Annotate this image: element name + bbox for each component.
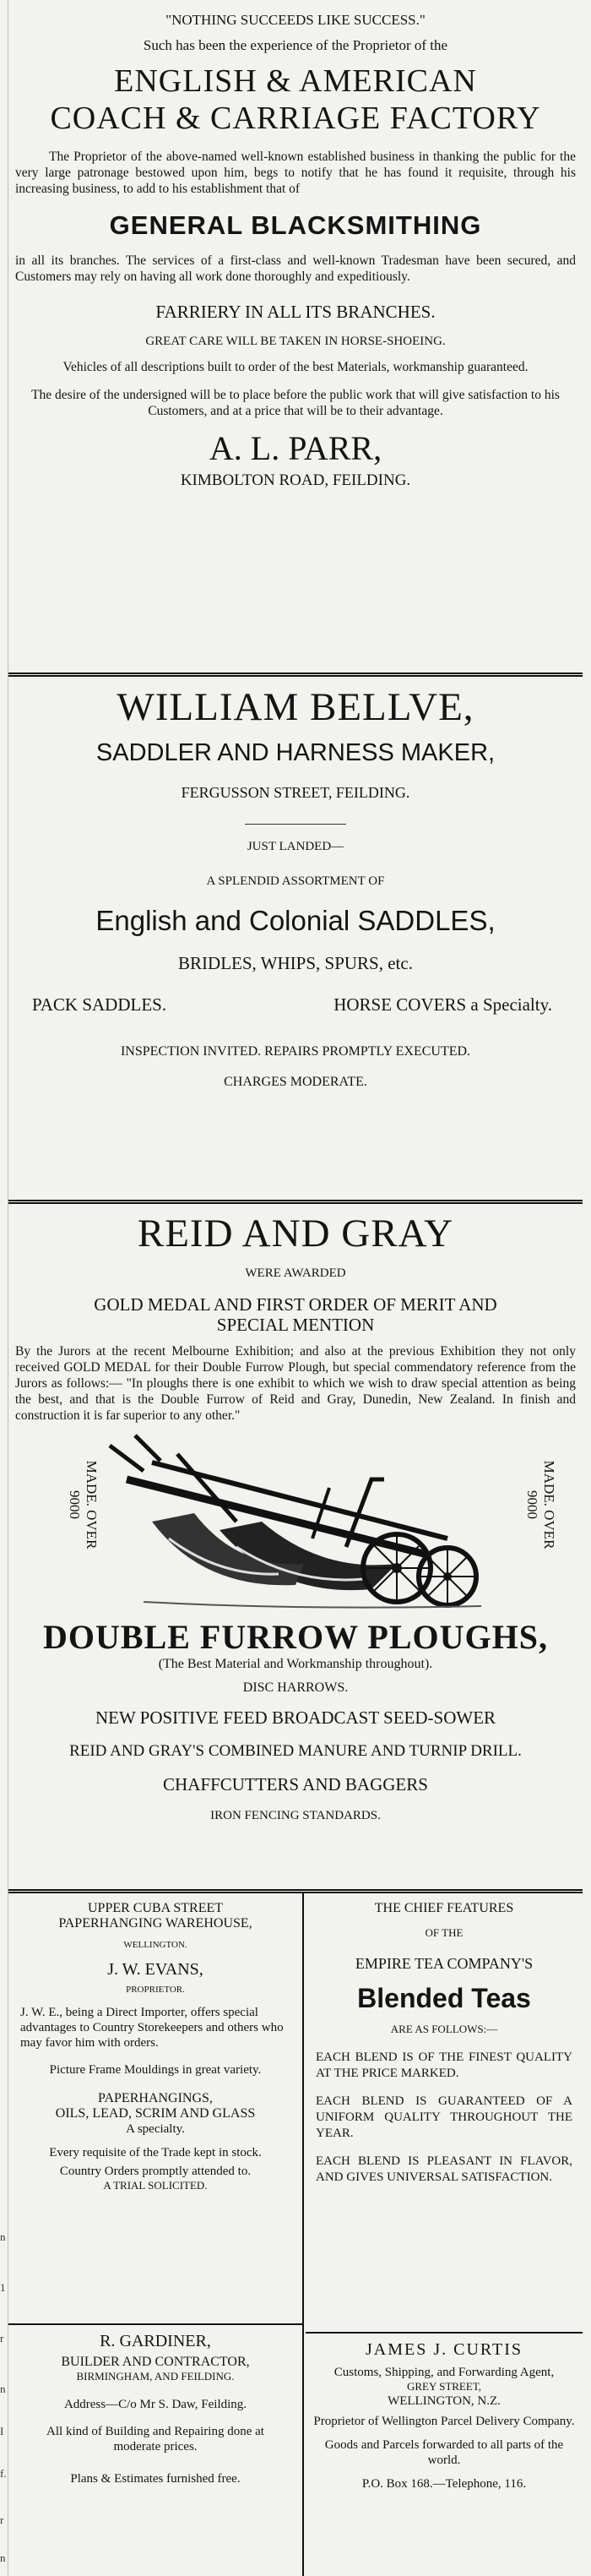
plough-illustration [93,1429,498,1615]
left-page-edge [0,0,8,2576]
evans-advertisement [8,1901,302,2323]
evans-specialty: A specialty. [126,2122,185,2136]
divider [245,824,346,825]
parr-advertisement [8,0,583,672]
bellve-advertisement [8,676,583,1200]
curtis-pobox: P.O. Box 168.—Telephone, 116. [361,2477,527,2491]
curtis-agent: Customs, Shipping, and Forwarding Agent, [333,2366,555,2379]
parr-horse-shoeing: GREAT CARE WILL BE TAKEN IN HORSE-SHOEING. [145,335,446,348]
parr-desire: The desire of the undersigned will be to place before the public work that will give satisfaction to his Customers, and at a price that will be to their advantage. [31,388,560,418]
reid-gray-advertisement [8,1204,583,1922]
reid-disc-harrows: DISC HARROWS. [242,1680,349,1695]
gardiner-name: R. GARDINER, [100,2332,211,2350]
bellve-saddles: English and Colonial SADDLES, [95,905,496,936]
evans-proprietor: PROPRIETOR. [126,1985,185,1995]
right-column [306,1893,583,2576]
edge-char: r [0,2513,4,2526]
tea-point-3: EACH BLEND IS PLEASANT IN FLAVOR, AND GIVES UNIVERSAL SATISFACTION. [316,2154,572,2184]
parr-slogan: "NOTHING SUCCEEDS LIKE SUCCESS." [165,12,426,28]
tea-point-2: EACH BLEND IS GUARANTEED OF A UNIFORM QUALITY THROUGHOUT THE YEAR. [316,2094,572,2140]
divider [8,2323,304,2325]
bellve-name: WILLIAM BELLVE, [117,685,474,729]
bellve-bridles: BRIDLES, WHIPS, SPURS, etc. [178,953,413,973]
bellve-inspection: INSPECTION INVITED. REPAIRS PROMPTLY EXECUTED. [120,1044,471,1059]
curtis-goods: Goods and Parcels forwarded to all parts of the world. [324,2438,564,2467]
made-label-left: MADE. OVER 9000 [67,1460,100,1549]
reid-ploughs: DOUBLE FURROW PLOUGHS, [43,1618,548,1656]
gardiner-all-kinds: All kind of Building and Repairing done at moderate prices. [46,2425,264,2453]
parr-farriery: FARRIERY IN ALL ITS BRANCHES. [155,302,436,322]
edge-char: n [0,2551,6,2564]
made-label-right: MADE. OVER 9000 [524,1460,557,1549]
parr-name: A. L. PARR, [209,429,382,467]
tea-features: THE CHIEF FEATURES [374,1901,514,1915]
bellve-trade: SADDLER AND HARNESS MAKER, [95,739,496,766]
gardiner-trade: BUILDER AND CONTRACTOR, [61,2355,250,2369]
edge-char: n [0,2383,6,2395]
gardiner-towns: BIRMINGHAM, AND FEILDING. [76,2370,235,2383]
tea-advertisement [306,1901,583,2332]
lower-columns [8,1893,583,2576]
bellve-just-landed: JUST LANDED— [247,840,344,853]
evans-street: UPPER CUBA STREET [87,1901,224,1915]
curtis-name: JAMES J. CURTIS [365,2340,523,2359]
bellve-address: FERGUSSON STREET, FEILDING. [181,784,410,801]
bellve-charges: CHARGES MODERATE. [224,1075,367,1089]
parr-title-line1: ENGLISH & AMERICAN [114,63,477,99]
reid-awarded: WERE AWARDED [245,1266,346,1280]
evans-requisite: Every requisite of the Trade kept in stock. [49,2146,262,2159]
evans-picture-frame: Picture Frame Mouldings in great variety. [49,2063,262,2077]
reid-medal-line2: SPECIAL MENTION [216,1315,375,1335]
newspaper-page [8,0,583,2576]
parr-address: KIMBOLTON ROAD, FEILDING. [180,471,411,489]
reid-manure-drill: REID AND GRAY'S COMBINED MANURE AND TURNIP DRILL. [69,1742,522,1760]
gardiner-address: Address—C/o Mr S. Daw, Feilding. [63,2398,247,2411]
reid-fencing: IRON FENCING STANDARDS. [210,1809,381,1822]
reid-chaffcutters: CHAFFCUTTERS AND BAGGERS [163,1774,428,1794]
parr-title-line2: COACH & CARRIAGE FACTORY [50,101,541,136]
evans-town: WELLINGTON. [123,1940,187,1950]
reid-jurors: By the Jurors at the recent Melbourne Exhibition; and also at the previous Exhibition they not only received GOLD MEDAL for their Double Furrow Plough, but special commendatory reference from the Jurors as follows:— "In ploughs there is one exhibit to which we wish to draw special attention as being the best, and that is the Double Furrow of Reid and Gray, Dunedin, New Zealand. In finish and construction it is far superior to any other." [15,1344,576,1423]
curtis-street: GREY STREET, [406,2380,482,2393]
parr-experience: Such has been the experience of the Proprietor of the [143,37,448,53]
evans-oils: OILS, LEAD, SCRIM AND GLASS [55,2106,256,2121]
edge-char: n [0,2230,6,2243]
left-column [8,1893,304,2576]
parr-vehicles: Vehicles of all descriptions built to order of the best Materials, workmanship guaranteed. [62,360,529,374]
parr-blacksmithing: GENERAL BLACKSMITHING [109,210,482,240]
edge-char: I [0,2425,4,2437]
evans-body: J. W. E., being a Direct Importer, offers special advantages to Country Storekeepers and others who may favor him with orders. [20,2006,284,2050]
tea-are-as-follows: ARE AS FOLLOWS:— [390,2023,498,2035]
tea-of-the: OF THE [425,1926,464,1939]
plough-illustration-area [8,1429,583,1615]
edge-char: r [0,2332,4,2345]
bellve-pack-saddles: PACK SADDLES. [32,994,167,1015]
parr-branches-text: in all its branches. The services of a first-class and well-known Tradesman have been secured, and Customers may rely on having all work done thoroughly and expeditiously. [15,253,576,284]
tea-blended: Blended Teas [357,1983,531,2013]
evans-warehouse: PAPERHANGING WAREHOUSE, [58,1916,252,1931]
evans-country-orders: Country Orders promptly attended to. [59,2165,252,2178]
bellve-horse-covers: HORSE COVERS a Specialty. [333,994,552,1015]
reid-name: REID AND GRAY [137,1212,454,1255]
divider [306,2332,583,2334]
tea-point-1: EACH BLEND IS OF THE FINEST QUALITY AT THE PRICE MARKED. [316,2050,572,2080]
curtis-city: WELLINGTON, N.Z. [388,2394,501,2408]
reid-best-material: (The Best Material and Workmanship throughout). [158,1657,433,1671]
reid-medal-line1: GOLD MEDAL AND FIRST ORDER OF MERIT AND [94,1294,497,1315]
reid-positive-feed: NEW POSITIVE FEED BROADCAST SEED-SOWER [95,1707,496,1728]
evans-name: J. W. EVANS, [107,1960,203,1979]
tea-company: EMPIRE TEA COMPANY'S [355,1955,534,1972]
gardiner-advertisement [8,2332,302,2486]
curtis-proprietor: Proprietor of Wellington Parcel Delivery Company. [313,2415,575,2428]
bellve-assortment: A SPLENDID ASSORTMENT OF [206,874,385,888]
edge-char: 1 [0,2281,6,2294]
bellve-specialties-row [15,994,576,1016]
evans-trial: A TRIAL SOLICITED. [103,2179,208,2192]
evans-paperhangings: PAPERHANGINGS, [98,2091,213,2105]
gardiner-plans: Plans & Estimates furnished free. [70,2472,241,2486]
parr-intro: The Proprietor of the above-named well-known established business in thanking the public for the very large patronage bestowed upon him, begs to notify that he has found it requisite, through his increasing business, to add to his establishment that of [15,150,576,196]
edge-char: f. [0,2467,7,2480]
curtis-advertisement [306,2340,583,2492]
